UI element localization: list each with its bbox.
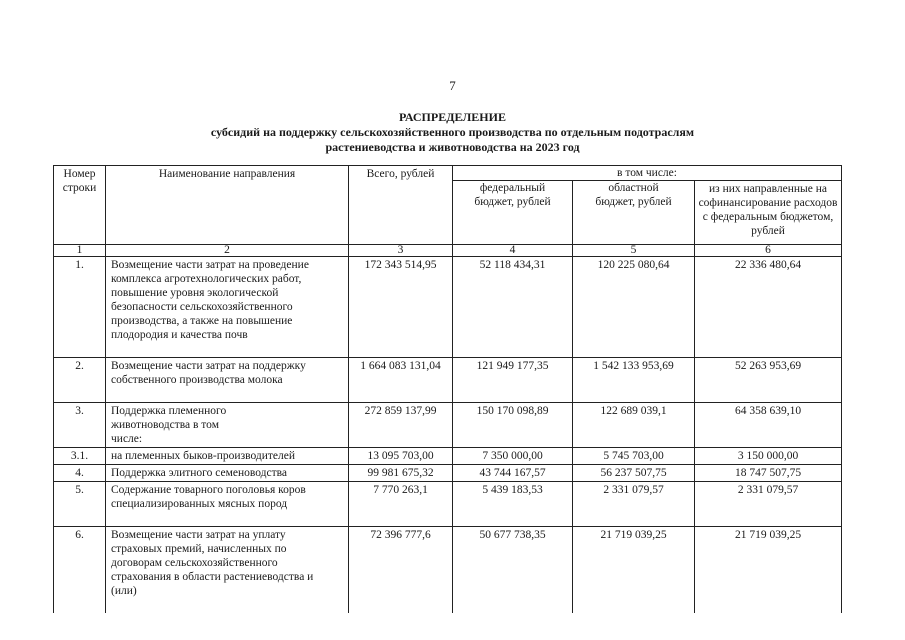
header-row-number: Номер строки	[54, 166, 106, 245]
row-cofinancing: 18 747 507,75	[695, 465, 842, 482]
header-federal: федеральный бюджет, рублей	[453, 181, 573, 245]
row-total: 13 095 703,00	[349, 448, 453, 465]
row-cofinancing: 22 336 480,64	[695, 257, 842, 358]
row-federal: 150 170 098,89	[453, 403, 573, 448]
row-cofinancing: 64 358 639,10	[695, 403, 842, 448]
column-number: 1	[54, 245, 106, 257]
row-regional: 5 745 703,00	[573, 448, 695, 465]
row-direction: Поддержка племенного животноводства в том числе:	[106, 403, 349, 448]
header-direction: Наименование направления	[106, 166, 349, 245]
column-number-row	[54, 245, 842, 257]
subsidy-table	[53, 165, 842, 613]
header-row-1	[54, 166, 842, 181]
table-row	[54, 465, 842, 482]
row-total: 72 396 777,6	[349, 527, 453, 614]
row-total: 272 859 137,99	[349, 403, 453, 448]
document-subtitle-line-1: субсидий на поддержку сельскохозяйственного производства по отдельным подотраслям	[210, 125, 695, 139]
row-federal: 5 439 183,53	[453, 482, 573, 527]
row-cofinancing: 21 719 039,25	[695, 527, 842, 614]
row-cofinancing: 3 150 000,00	[695, 448, 842, 465]
row-direction: Возмещение части затрат на проведение комплекса агротехнологических работ, повышение уровня экологической безопасности сельскохозяйственного производства, а также на повышение плодородия и качества почв	[106, 257, 349, 358]
row-number: 3.	[54, 403, 106, 448]
header-total: Всего, рублей	[349, 166, 453, 245]
row-federal: 52 118 434,31	[453, 257, 573, 358]
table-row	[54, 527, 842, 614]
column-number: 2	[106, 245, 349, 257]
row-regional: 1 542 133 953,69	[573, 358, 695, 403]
document-title: РАСПРЕДЕЛЕНИЕ	[399, 110, 506, 124]
row-direction: Содержание товарного поголовья коров специализированных мясных пород	[106, 482, 349, 527]
row-direction: Поддержка элитного семеноводства	[106, 465, 349, 482]
row-number: 1.	[54, 257, 106, 358]
row-regional: 2 331 079,57	[573, 482, 695, 527]
row-regional: 56 237 507,75	[573, 465, 695, 482]
row-direction: на племенных быков-производителей	[106, 448, 349, 465]
row-number: 4.	[54, 465, 106, 482]
row-number: 3.1.	[54, 448, 106, 465]
page-number: 7	[449, 78, 456, 93]
column-number: 3	[349, 245, 453, 257]
header-regional: областной бюджет, рублей	[573, 181, 695, 245]
column-number: 6	[695, 245, 842, 257]
row-regional: 122 689 039,1	[573, 403, 695, 448]
table-row	[54, 257, 842, 358]
table-row	[54, 403, 842, 448]
row-regional: 21 719 039,25	[573, 527, 695, 614]
row-total: 1 664 083 131,04	[349, 358, 453, 403]
row-federal: 43 744 167,57	[453, 465, 573, 482]
header-including: в том числе:	[453, 166, 842, 181]
row-cofinancing: 52 263 953,69	[695, 358, 842, 403]
row-number: 6.	[54, 527, 106, 614]
row-direction: Возмещение части затрат на поддержку собственного производства молока	[106, 358, 349, 403]
document-subtitle-line-2: растениеводства и животноводства на 2023 год	[325, 140, 580, 154]
table-row	[54, 482, 842, 527]
row-federal: 50 677 738,35	[453, 527, 573, 614]
column-number: 4	[453, 245, 573, 257]
header-cofinancing: из них направленные на софинансирование расходов с федеральным бюджетом, рублей	[695, 181, 842, 245]
row-number: 2.	[54, 358, 106, 403]
row-regional: 120 225 080,64	[573, 257, 695, 358]
table-row	[54, 358, 842, 403]
column-number: 5	[573, 245, 695, 257]
row-total: 7 770 263,1	[349, 482, 453, 527]
row-cofinancing: 2 331 079,57	[695, 482, 842, 527]
row-total: 99 981 675,32	[349, 465, 453, 482]
row-number: 5.	[54, 482, 106, 527]
row-federal: 121 949 177,35	[453, 358, 573, 403]
table-row	[54, 448, 842, 465]
row-direction: Возмещение части затрат на уплату страховых премий, начисленных по договорам сельскохозяйственного страхования в области растениеводства и (или)	[106, 527, 349, 614]
row-federal: 7 350 000,00	[453, 448, 573, 465]
row-total: 172 343 514,95	[349, 257, 453, 358]
